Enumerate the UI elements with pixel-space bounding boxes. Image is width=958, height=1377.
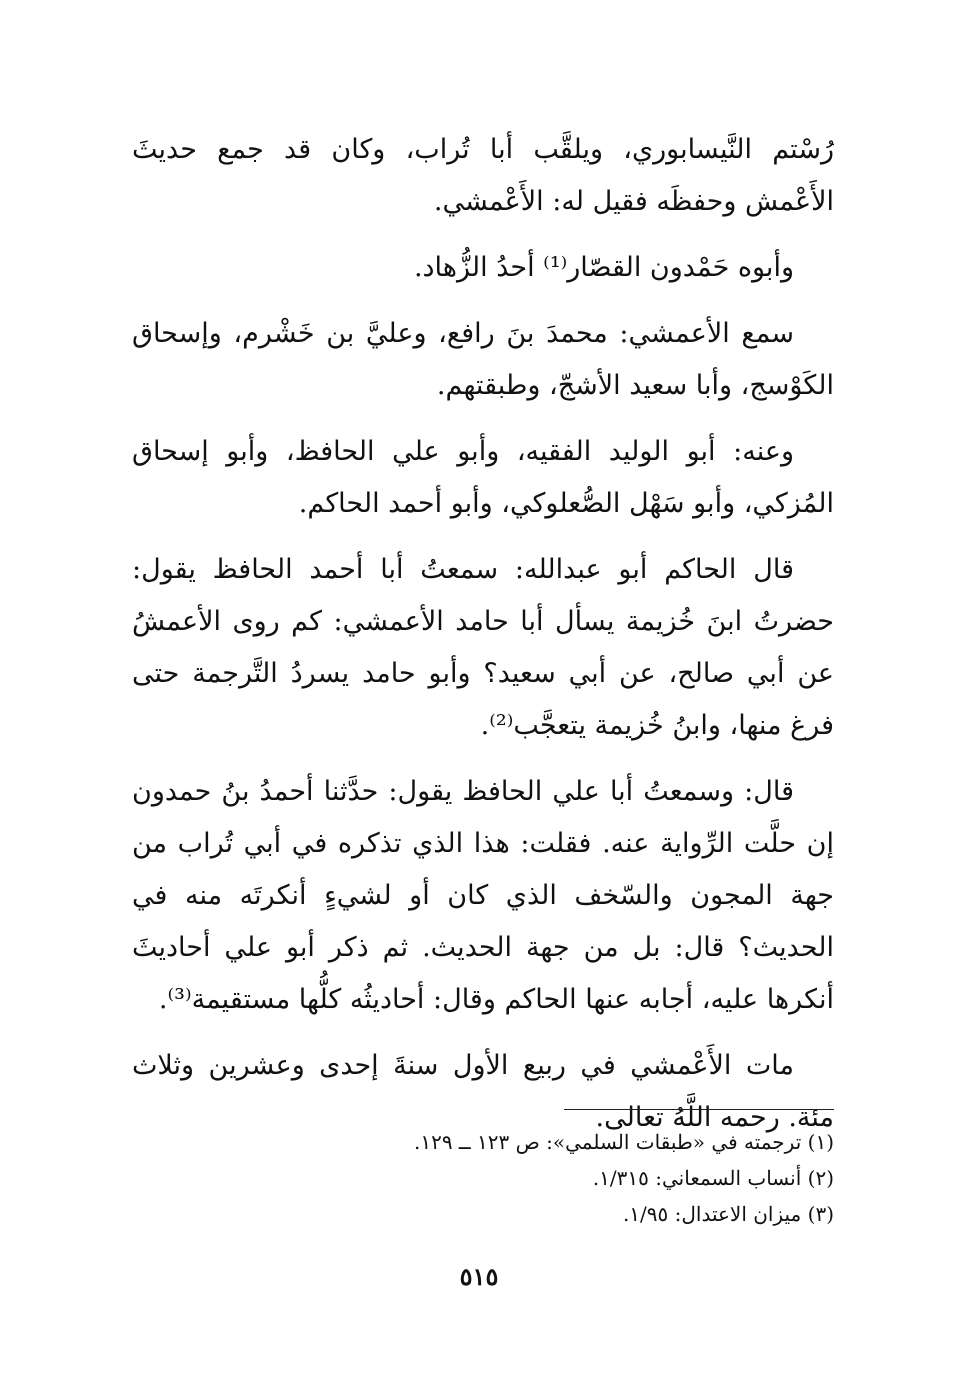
footnote: (٣) ميزان الاعتدال: ١/٩٥. — [622, 1202, 834, 1226]
paragraph-text: قال الحاكم أبو عبدالله: سمعتُ أبا أحمد الحافظ يقول: حضرتُ ابنَ خُزيمة يسأل أبا حامد الأعمشي: كم روى الأعمشُ عن أبي صالح، عن أبي سعيد؟ وأبو حامد يسردُ التَّرجمة حتى فرغ منها، وابنُ خُزيمة يتعجَّب⁽²⁾. — [132, 554, 834, 741]
paragraph-text: مات الأَعْمشي في ربيع الأول سنةَ إحدى وعشرين وثلاث مئة. رحمه اللَّهُ تعالى. — [132, 1050, 834, 1133]
paragraph — [132, 124, 834, 228]
paragraph-text: قال: وسمعتُ أبا علي الحافظ يقول: حدَّثنا أحمدُ بنُ حمدون إن حلَّت الرِّواية عنه. فقلت: هذا الذي تذكره في أبي تُراب من جهة المجون والسّخف الذي كان أو لشيءٍ أنكرتَه منه في الحديث؟ قال: بل من جهة الحديث. ثم ذكر أبو علي أحاديثَ أنكرها عليه، أجابه عنها الحاكم وقال: أحاديثُه كلُّها مستقيمة⁽³⁾. — [132, 776, 834, 1015]
paragraph — [132, 308, 834, 412]
paragraph-text: رُسْتم النَّيسابوري، ويلقَّب أبا تُراب، وكان قد جمع حديثَ الأَعْمش وحفظَه فقيل له: الأَعْمشي. — [132, 134, 834, 217]
footnote: (٢) أنساب السمعاني: ١/٣١٥. — [592, 1166, 834, 1190]
paragraph-text: وأبوه حَمْدون القصّار⁽¹⁾ أحدُ الزُّهاد. — [413, 252, 794, 283]
paragraph-text: وعنه: أبو الوليد الفقيه، وأبو علي الحافظ، وأبو إسحاق المُزكي، وأبو سَهْل الصُّعلوكي، وأبو أحمد الحاكم. — [132, 436, 834, 519]
paragraph — [132, 242, 834, 294]
page-number: ٥١٥ — [459, 1262, 499, 1291]
footnote-divider — [564, 1109, 834, 1110]
footnote: (١) ترجمته في «طبقات السلمي»: ص ١٢٣ ــ ١٢٩. — [413, 1130, 834, 1154]
footnotes — [354, 1124, 834, 1232]
paragraph — [132, 544, 834, 752]
paragraph — [132, 426, 834, 530]
main-text — [132, 124, 834, 1158]
paragraph — [132, 766, 834, 1026]
paragraph-text: سمع الأعمشي: محمدَ بنَ رافع، وعليَّ بن خَشْرم، وإسحاق الكَوْسج، وأبا سعيد الأشجّ، وطبقتهم. — [132, 318, 834, 401]
